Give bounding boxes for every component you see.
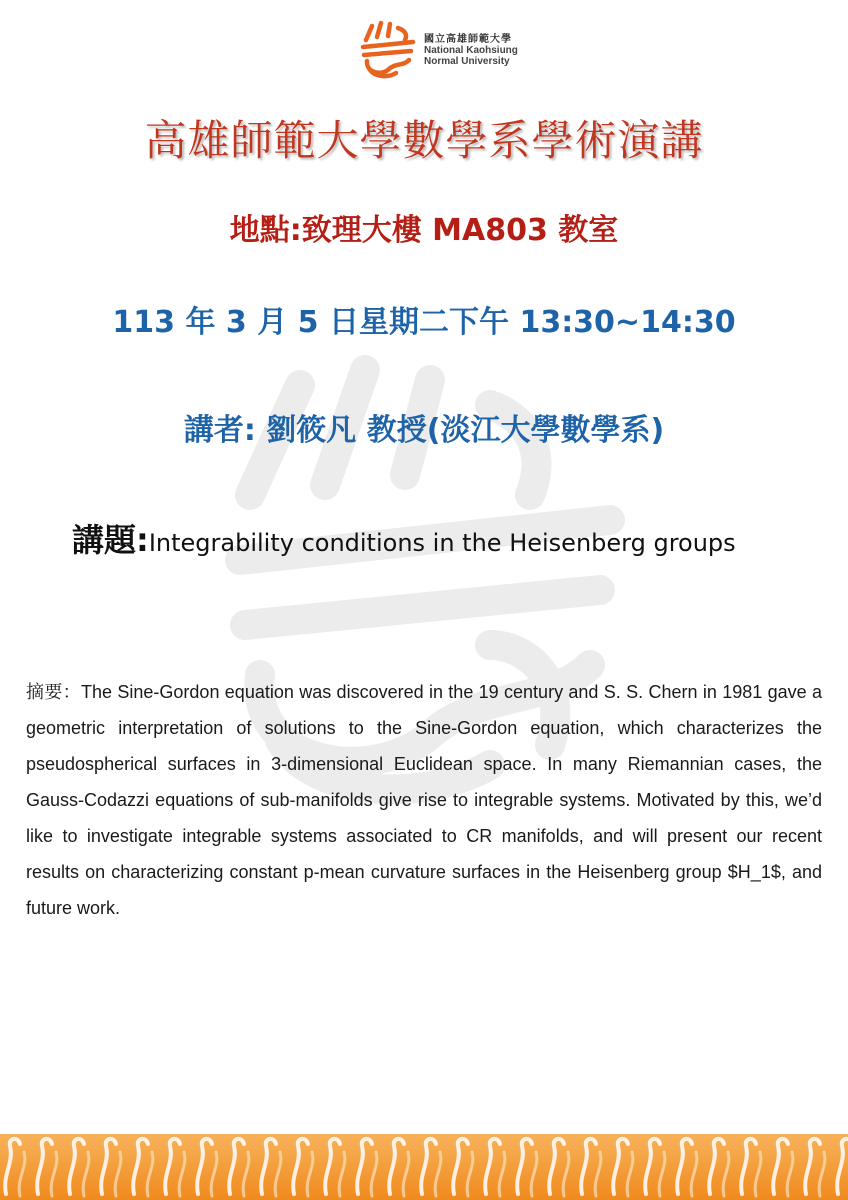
topic-line: [72, 515, 832, 561]
university-name: [424, 34, 518, 67]
university-name-en-line1: National Kaohsiung: [424, 44, 518, 56]
university-name-zh: 國立高雄師範大學: [424, 33, 512, 45]
topic-label: 講題:: [72, 521, 149, 559]
university-name-en-line2: Normal University: [424, 55, 510, 67]
footer-pattern: [0, 1134, 848, 1200]
venue-line: 地點:致理大樓 MA803 教室: [229, 213, 619, 248]
poster-title: 高雄師範大學數學系學術演講: [144, 116, 704, 165]
datetime-line: 113 年 3 月 5 日星期二下午 13:30~14:30: [112, 305, 736, 340]
abstract-paragraph: 摘要：The Sine-Gordon equation was discovered in the 19 century and S. S. Chern in 1981 gave a geometric interpretation of solutions to the Sine-Gordon equation, which characterizes the pseudospherical surfaces in 3-dimensional Euclidean space. In many Riemannian cases, the Gauss-Codazzi equations of sub-manifolds give rise to integrable systems. Motivated by this, we’d like to investigate integrable systems associated to CR manifolds, and will present our recent results on characterizing constant p-mean curvature surfaces in the Heisenberg group $H_1$, and future work.: [26, 682, 822, 918]
university-logo: [358, 20, 518, 80]
topic-text: Integrability conditions in the Heisenberg groups: [148, 529, 736, 557]
footer-decorative-band: [0, 1134, 848, 1200]
university-emblem-icon: [358, 20, 418, 80]
speaker-line: 講者: 劉筱凡 教授(淡江大學數學系): [183, 413, 665, 448]
